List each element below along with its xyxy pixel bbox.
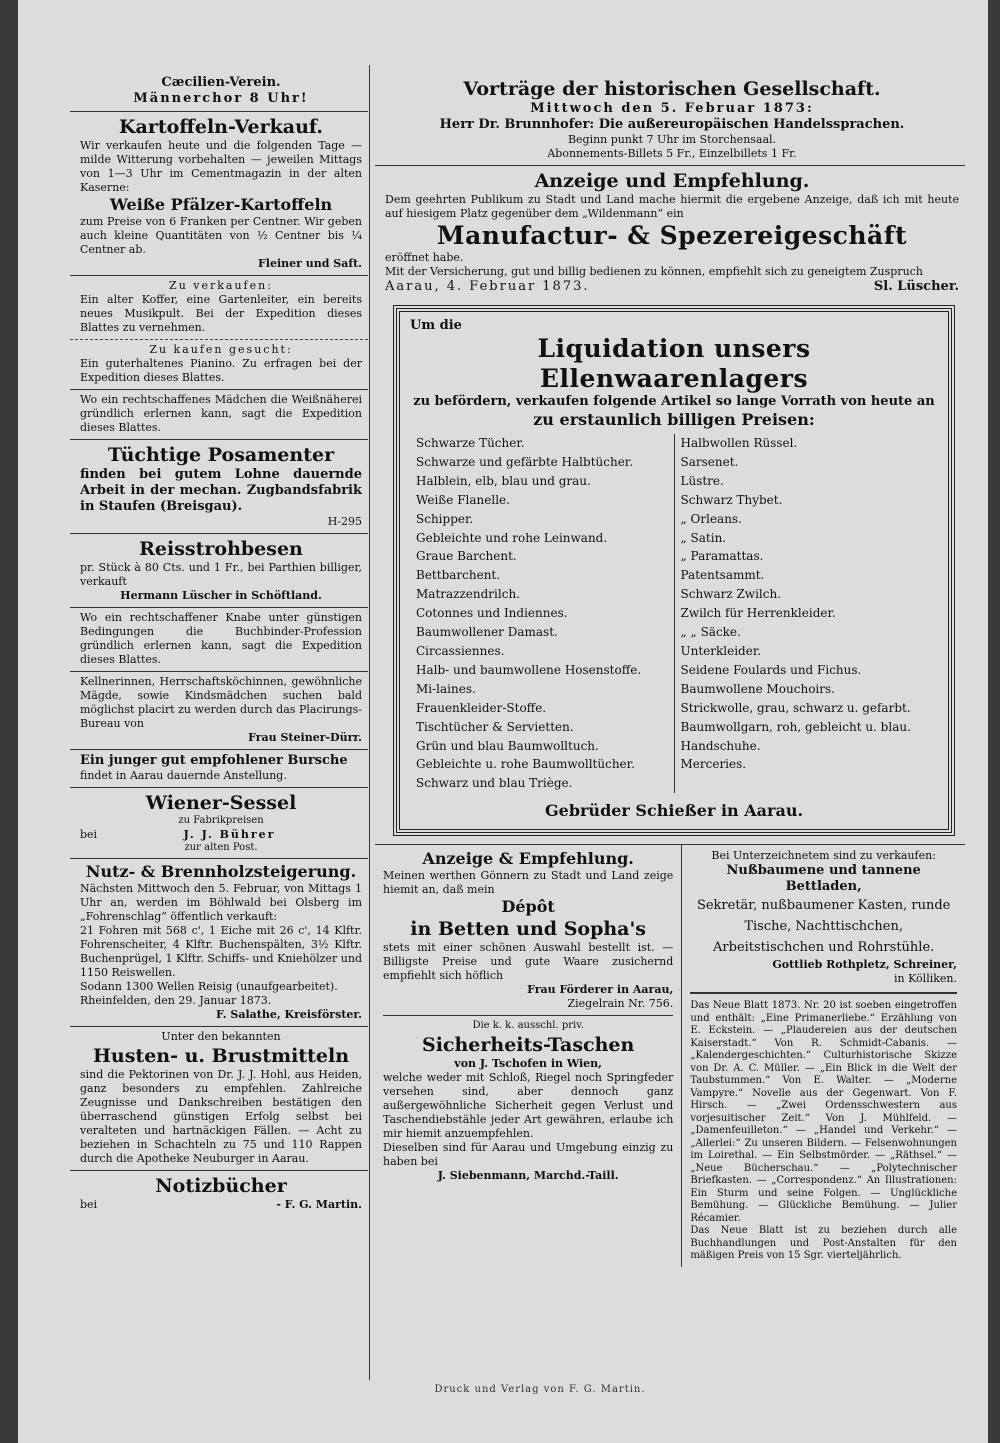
caecilien-sub: Männerchor 8 Uhr!	[133, 91, 309, 106]
depot-big1: Dépôt	[501, 897, 555, 917]
left-item: Matrazzendrilch.	[416, 587, 520, 602]
right-item: Schwarz Zwilch.	[680, 587, 782, 602]
maedchen-text: Wo ein rechtschaffenes Mädchen die Weißnäherei gründlich erlernen kann, sagt die Expedition dieses Blattes.	[80, 393, 362, 434]
kellnerinnen-text: Kellnerinnen, Herrschaftsköchinnen, gewöhnliche Mägde, sowie Kindsmädchen suchen bald möglichst placirt zu werden durch das Placirungs-Bureau von	[80, 675, 362, 730]
husten-title: Husten- u. Brustmitteln	[92, 1045, 350, 1067]
holz-date: Rheinfelden, den 29. Januar 1873.	[80, 994, 272, 1007]
reisstroh-text: pr. Stück à 80 Cts. und 1 Fr., bei Parthien billiger, verkauft	[80, 561, 362, 588]
ad-taschen	[383, 1016, 673, 1183]
kellnerinnen-sign: Frau Steiner-Dürr.	[248, 731, 362, 744]
depot-text1: Meinen werthen Gönnern zu Stadt und Land zeige hiemit an, daß mein	[383, 869, 674, 897]
wiener-name: J. J. Bührer	[183, 827, 276, 841]
posamenter-code: H-295	[327, 515, 362, 528]
vortraege-time: Beginn punkt 7 Uhr im Storchensaal.	[567, 133, 777, 146]
vortraege-title: Vorträge der historischen Gesellschaft.	[463, 78, 881, 100]
notiz-title: Notizbücher	[155, 1175, 287, 1197]
holz-title: Nutz- & Brennholzsteigerung.	[85, 862, 357, 881]
kartoffel-sign: Fleiner und Saft.	[257, 257, 362, 270]
posamenter-title: Tüchtige Posamenter	[107, 444, 335, 466]
right-item: Lüstre.	[680, 473, 724, 488]
right-item: Schwarz Thybet.	[680, 492, 783, 507]
ad-caecilien	[70, 65, 368, 112]
right-item: Patentsammt.	[680, 568, 765, 583]
wiener-line1: zu Fabrikpreisen	[178, 815, 264, 826]
bettladen-text: Sekretär, nußbaumener Kasten, runde Tische, Nachttischchen, Arbeitstischchen und Rohrstühle.	[696, 898, 951, 956]
ad-maedchen	[70, 390, 368, 440]
left-item: Baumwollener Damast.	[416, 625, 558, 640]
ad-liquidation	[399, 311, 949, 830]
notiz-name: - F. G. Martin.	[276, 1198, 362, 1211]
left-item: Schwarze und gefärbte Halbtücher.	[416, 454, 634, 469]
zu-kaufen-head: Zu kaufen gesucht:	[149, 343, 293, 356]
bettladen-sign: Gottlieb Rothpletz, Schreiner,	[772, 958, 957, 972]
left-item: Gebleichte und rohe Leinwand.	[416, 530, 608, 545]
vortraege-speaker: Herr Dr. Brunnhofer: Die außereuropäischen Handelssprachen.	[439, 117, 905, 132]
right-item: Handschuhe.	[680, 738, 761, 753]
wiener-bei: bei	[80, 827, 98, 841]
items-right-list	[674, 434, 939, 793]
kartoffel-text2: zum Preise von 6 Franken per Centner. Wir geben auch kleine Quantitäten von ½ Centner bis ¼ Centner ab.	[80, 215, 362, 256]
depot-sign: Frau Förderer in Aarau,	[527, 983, 674, 997]
right-item: Baumwollgarn, roh, gebleicht u. blau.	[680, 719, 911, 734]
depot-title: Anzeige & Empfehlung.	[422, 849, 634, 869]
ad-vortraege	[375, 65, 965, 166]
ad-zu-kaufen	[70, 340, 368, 390]
kartoffel-text1: Wir verkaufen heute und die folgenden Tage — milde Witterung vorbehalten — jeweilen Mittags von 1—3 Uhr im Cementmagazin in der alten Kaserne:	[80, 139, 362, 194]
ad-reisstroh	[70, 534, 368, 608]
anzeige-title: Anzeige und Empfehlung.	[534, 170, 810, 192]
right-item: „ Orleans.	[680, 511, 742, 526]
liquidation-pre: Um die	[410, 318, 462, 333]
wiener-title: Wiener-Sessel	[145, 792, 297, 814]
neue-blatt-text: Das Neue Blatt 1873. Nr. 20 ist soeben eingetroffen und enthält: „Eine Primanerliebe.“ Erzählung von E. Eckstein. — „Plaudereien aus der deutschen Kaiserstadt.“ Von R. Schmidt-Cabanis. — „Kalendergeschichten.“ Culturhistorische Skizze von Dr. A. C. Müller. — „Ein Blick in die Welt der Taubstummen.“ Von E. Walter. — „Moderne Vampyre.“ Novelle aus der Gegenwart. Von F. Hirsch. — „Zwei Ordensschwestern aus vorjesuitischer Zeit.“ Von J. Mühlfeld. — „Damenfeuilleton.“ — „Handel und Verkehr.“ — „Allerlei:“ Zu unseren Bildern. — Felsenwohnungen im Loirethal. — Ein Selbstmörder. — „Räthsel.“ — „Neue Bücherschau.“ — „Polytechnischer Briefkasten. — „Correspondenz.“ An Illustrationen: Ein Sturm und seine Folgen. — Unglückliche Bemühung. — Glückliche Bemühung. — Julier Récamier.	[690, 1000, 957, 1224]
depot-big2: in Betten und Sopha's	[410, 918, 647, 941]
right-item: Sarsenet.	[680, 454, 739, 469]
column-rule	[369, 65, 370, 1380]
bursche-text: findet in Aarau dauernde Anstellung.	[80, 769, 287, 782]
taschen-by: von J. Tschofen in Wien,	[454, 1056, 602, 1070]
wiener-line2: zur alten Post.	[184, 841, 258, 853]
ad-notiz	[70, 1171, 368, 1216]
depot-text2: stets mit einer schönen Auswahl bestellt ist. — Billigste Preise und gute Waare zusichernd empfiehlt sich höflich	[383, 941, 674, 983]
vortraege-date: Mittwoch den 5. Februar 1873:	[530, 101, 814, 116]
posamenter-text: finden bei gutem Lohne dauernde Arbeit in der mechan. Zugbandsfabrik in Staufen (Breisgau).	[80, 467, 362, 514]
reisstroh-title: Reisstrohbesen	[139, 538, 303, 560]
right-item: Merceries.	[680, 757, 747, 772]
bettladen-place: in Kölliken.	[894, 972, 957, 986]
right-item: „ Satin.	[680, 530, 727, 545]
zu-verkaufen-head: Zu verkaufen:	[169, 279, 273, 292]
taschen-title: Sicherheits-Taschen	[421, 1033, 635, 1056]
right-item: Baumwollene Mouchoirs.	[680, 681, 835, 696]
scan-edge-left	[0, 0, 18, 1443]
left-item: Tischtücher & Servietten.	[416, 719, 574, 734]
left-item: Grün und blau Baumwolltuch.	[416, 738, 599, 753]
right-column	[375, 65, 965, 1267]
kartoffel-title: Kartoffeln-Verkauf.	[119, 116, 323, 138]
left-subcolumn	[375, 845, 682, 1267]
taschen-sign: J. Siebenmann, Marchd.-Taill.	[437, 1168, 619, 1182]
ad-kellnerinnen	[70, 672, 368, 750]
right-item: Seidene Foulards und Fichus.	[680, 662, 862, 677]
left-column	[70, 65, 368, 1216]
right-subcolumn	[682, 845, 965, 1267]
left-item: Mi-laines.	[416, 681, 476, 696]
husten-text: sind die Pektorinen von Dr. J. J. Hohl, aus Heiden, ganz besonders zu empfehlen. Zahlreiche Zeugnisse und Dankschreiben bestätigen den überraschend günstigen Erfolg selbst bei veralteten und hartnäckigen Fällen. — Acht zu beziehen in Schachteln zu 75 und 110 Rappen durch die Apotheke Neuburger in Aarau.	[80, 1068, 362, 1165]
anzeige-text2: eröffnet habe.	[385, 251, 464, 264]
items-left-list	[410, 434, 674, 793]
left-item: Frauenkleider-Stoffe.	[416, 700, 547, 715]
reisstroh-sign: Hermann Lüscher in Schöftland.	[120, 589, 322, 602]
vortraege-tickets: Abonnements-Billets 5 Fr., Einzelbillets 1 Fr.	[547, 147, 797, 160]
left-item: Bettbarchent.	[416, 568, 501, 583]
ad-posamenter	[70, 440, 368, 534]
left-item: Weiße Flanelle.	[416, 492, 510, 507]
bettladen-head: Bei Unterzeichnetem sind zu verkaufen:	[711, 849, 936, 863]
kartoffel-highlight: Weiße Pfälzer-Kartoffeln	[109, 195, 333, 214]
right-item: Zwilch für Herrenkleider.	[680, 606, 836, 621]
anzeige-shop: Manufactur- & Spezereigeschäft	[436, 221, 908, 250]
liquidation-items	[410, 434, 938, 793]
taschen-pre: Die k. k. ausschl. priv.	[472, 1020, 584, 1032]
liquidation-sign: Gebrüder Schießer in Aarau.	[544, 801, 804, 821]
left-item: Cotonnes und Indiennes.	[416, 606, 568, 621]
right-item: Halbwollen Rüssel.	[680, 436, 798, 450]
taschen-text2: Dieselben sind für Aarau und Umgebung einzig zu haben bei	[383, 1140, 674, 1168]
ad-zu-verkaufen	[70, 276, 368, 340]
ad-kartoffel	[70, 112, 368, 276]
ad-husten	[70, 1027, 368, 1171]
printer-footer: Druck und Verlag von F. G. Martin.	[434, 1384, 646, 1395]
anzeige-text1: Dem geehrten Publikum zu Stadt und Land mache hiermit die ergebene Anzeige, daß ich mit heute auf hiesigem Platz gegenüber dem „Wildenmann“ ein	[385, 193, 959, 220]
bursche-title: Ein junger gut empfohlener Bursche	[80, 753, 348, 768]
liquidation-sub: zu erstaunlich billigen Preisen:	[533, 410, 815, 429]
neue-blatt-text2: Das Neue Blatt ist zu beziehen durch alle Buchhandlungen und Post-Anstalten für den mäßigen Preis von 15 Sgr. vierteljährlich.	[690, 1225, 957, 1262]
taschen-text: welche weder mit Schloß, Riegel noch Springfeder versehen sind, aber dennoch ganz außergewöhnliche Sicherheit gegen Verlust und Taschendiebstähle jeder Art gewähren, erlaube ich mir hiemit anzuempfehlen.	[383, 1070, 674, 1140]
knabe-text: Wo ein rechtschaffener Knabe unter günstigen Bedingungen die Buchbinder-Profession gründlich erlernen kann, sagt die Expedition dieses Blattes.	[80, 611, 362, 666]
bottom-row	[375, 844, 965, 1267]
ad-holz	[70, 859, 368, 1027]
anzeige-sign: Sl. Lüscher.	[873, 279, 959, 294]
left-item: Gebleichte u. rohe Baumwolltücher.	[416, 757, 635, 772]
zu-kaufen-text: Ein guterhaltenes Pianino. Zu erfragen bei der Expedition dieses Blattes.	[80, 357, 362, 384]
right-item: „ Paramattas.	[680, 549, 764, 564]
left-item: Graue Barchent.	[416, 549, 517, 564]
ad-anzeige	[375, 166, 965, 299]
ad-bursche	[70, 750, 368, 788]
depot-addr: Ziegelrain Nr. 756.	[567, 997, 674, 1011]
husten-pre: Unter den bekannten	[161, 1030, 281, 1043]
holz-list: 21 Fohren mit 568 c', 1 Eiche mit 26 c', 14 Klftr. Fohrenscheiter, 4 Klftr. Buchenspälten, 3½ Klftr. Buchenprügel, 1 Klftr. Schiffs- und Kniehölzer und 1150 Reiswellen.	[80, 924, 362, 979]
left-item: Halblein, elb, blau und grau.	[416, 473, 591, 488]
ad-knabe	[70, 608, 368, 672]
ad-depot	[383, 849, 673, 1016]
liquidation-frame	[393, 305, 955, 836]
left-item: Schipper.	[416, 511, 474, 526]
right-item: Strickwolle, grau, schwarz u. gefarbt.	[680, 700, 911, 715]
left-item: Halb- und baumwollene Hosenstoffe.	[416, 662, 642, 677]
anzeige-text3: Mit der Versicherung, gut und billig bedienen zu können, empfiehlt sich zu geneigtem Zuspruch	[385, 265, 923, 278]
notiz-bei: bei	[80, 1198, 98, 1211]
ad-neue-blatt	[690, 994, 957, 1263]
right-item: Unterkleider.	[680, 643, 762, 658]
holz-sign: F. Salathe, Kreisförster.	[216, 1008, 362, 1021]
ad-wiener	[70, 788, 368, 859]
bettladen-title: Nußbaumene und tannene Bettladen,	[726, 863, 921, 895]
left-item: Schwarze Tücher.	[416, 436, 525, 450]
liquidation-text: zu befördern, verkaufen folgende Artikel so lange Vorrath von heute an	[413, 394, 935, 409]
left-item: Circassiennes.	[416, 643, 505, 658]
anzeige-date: Aarau, 4. Februar 1873.	[385, 279, 590, 294]
right-item: „ „ Säcke.	[680, 625, 741, 640]
zu-verkaufen-text: Ein alter Koffer, eine Gartenleiter, ein bereits neues Musikpult. Bei der Expedition dieses Blattes zu vernehmen.	[80, 293, 362, 334]
ad-bettladen	[690, 849, 957, 994]
holz-extra: Sodann 1300 Wellen Reisig (unaufgearbeitet).	[80, 980, 338, 993]
left-item: Schwarz und blau Triège.	[416, 776, 573, 791]
liquidation-title: Liquidation unsers Ellenwaarenlagers	[537, 334, 811, 393]
caecilien-title: Cæcilien-Verein.	[161, 75, 281, 90]
scan-edge-right	[988, 0, 1000, 1443]
holz-text: Nächsten Mittwoch den 5. Februar, von Mittags 1 Uhr an, werden im Böhlwald bei Olsberg im „Fohrenschlag“ öffentlich verkauft:	[80, 882, 362, 923]
